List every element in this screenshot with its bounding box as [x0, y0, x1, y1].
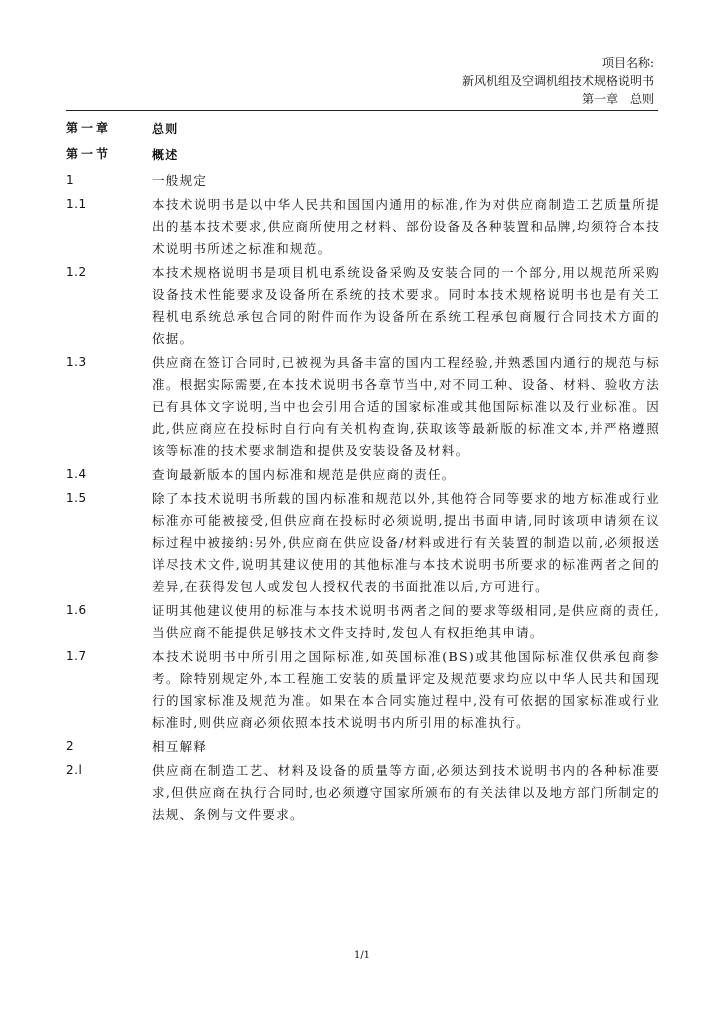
document-body: [66, 116, 660, 828]
section-title: 概述: [152, 148, 179, 162]
clause-number: 1.6: [66, 603, 87, 617]
chapter-title: 总则: [152, 122, 179, 136]
clause-number: 1.7: [66, 649, 87, 663]
clause-text: 查询最新版本的国内标准和规范是供应商的责任。: [152, 467, 456, 482]
chapter-number: 第一章: [66, 121, 112, 135]
clause: [66, 352, 660, 462]
clause: [66, 488, 660, 598]
section-number: 第一节: [66, 147, 112, 161]
clause-text: 本技术说明书中所引用之国际标准,如英国标准(BS)或其他国际标准仅供承包商参考。除特别规定外,本工程施工安装的质量评定及规范要求均应以中华人民共和国现行的国家标准及规范为准。如果在本合同实施过程中,没有可依据的国家标准或行业标准时,则供应商必须依照本技术说明书内所引用的标准执行。: [152, 649, 660, 730]
clause: [66, 600, 660, 644]
clause-text: 本技术说明书是以中华人民共和国国内通用的标准,作为对供应商制造工艺质量所提出的基本技术要求,供应商所使用之材料、部份设备及各种装置和品牌,均须符合本技术说明书所述之标准和规范。: [152, 197, 660, 256]
clause: [66, 760, 660, 826]
clause: [66, 646, 660, 734]
clause-number: 1.3: [66, 355, 87, 369]
clause: [66, 170, 660, 192]
clause: [66, 736, 660, 758]
clause-text: 一般规定: [152, 173, 208, 188]
section-heading: [66, 144, 660, 170]
clause-text: 供应商在制造工艺、材料及设备的质量等方面,必须达到技术说明书内的各种标准要求,但供应商在执行合同时,也必须遵守国家所颁布的有关法律以及地方部门所制定的法规、条例与文件要求。: [152, 763, 660, 822]
clause: [66, 464, 660, 486]
clause-number: 1.2: [66, 265, 87, 279]
page-number: 1/1: [353, 950, 371, 961]
clause-text: 证明其他建议使用的标准与本技术说明书两者之间的要求等级相同,是供应商的责任,当供应商不能提供足够技术文件支持时,发包人有权拒绝其申请。: [152, 603, 660, 640]
clause-number: 2.l: [66, 763, 83, 777]
project-label: 项目名称:: [601, 56, 654, 70]
header-divider: [66, 110, 658, 111]
clause-number: 1.1: [66, 197, 87, 211]
clause-number: 1: [66, 173, 75, 187]
clause-text: 本技术规格说明书是项目机电系统设备采购及安装合同的一个部分,用以规范所采购设备技术性能要求及设备所在系统的技术要求。同时本技术规格说明书也是有关工程机电系统总承包合同的附件而作为设备所在系统工程承包商履行合同技术方面的依据。: [152, 265, 660, 346]
page-header: [462, 54, 654, 108]
clause-number: 1.5: [66, 491, 87, 505]
clause-text: 相互解释: [152, 739, 208, 754]
clause: [66, 194, 660, 260]
clause-text: 供应商在签订合同时,已被视为具备丰富的国内工程经验,并熟悉国内通行的规范与标准。根据实际需要,在本技术说明书各章节当中,对不同工种、设备、材料、验收方法已有具体文字说明,当中也会引用合适的国家标准或其他国际标准以及行业标准。因此,供应商应在投标时自行向有关机构查询,获取该等最新版的标准文本,并严格遵照该等标准的技术要求制造和提供及安装设备及材料。: [152, 355, 660, 458]
clause-number: 1.4: [66, 467, 87, 481]
chapter-heading: [66, 118, 660, 144]
clause: [66, 262, 660, 350]
clause-number: 2: [66, 739, 75, 753]
clause-text: 除了本技术说明书所载的国内标准和规范以外,其他符合同等要求的地方标准或行业标准亦可能被接受,但供应商在投标时必须说明,提出书面申请,同时该项申请须在议标过程中被接纳:另外,供应商在供应设备/材料或进行有关装置的制造以前,必须报送详尽技术文件,说明其建议使用的其他标准与本技术说明书所要求的标准两者之间的差异,在获得发包人或发包人授权代表的书面批准以后,方可进行。: [152, 491, 660, 594]
chapter-reference: 第一章 总则: [581, 92, 654, 106]
document-title: 新风机组及空调机组技术规格说明书: [461, 74, 654, 88]
